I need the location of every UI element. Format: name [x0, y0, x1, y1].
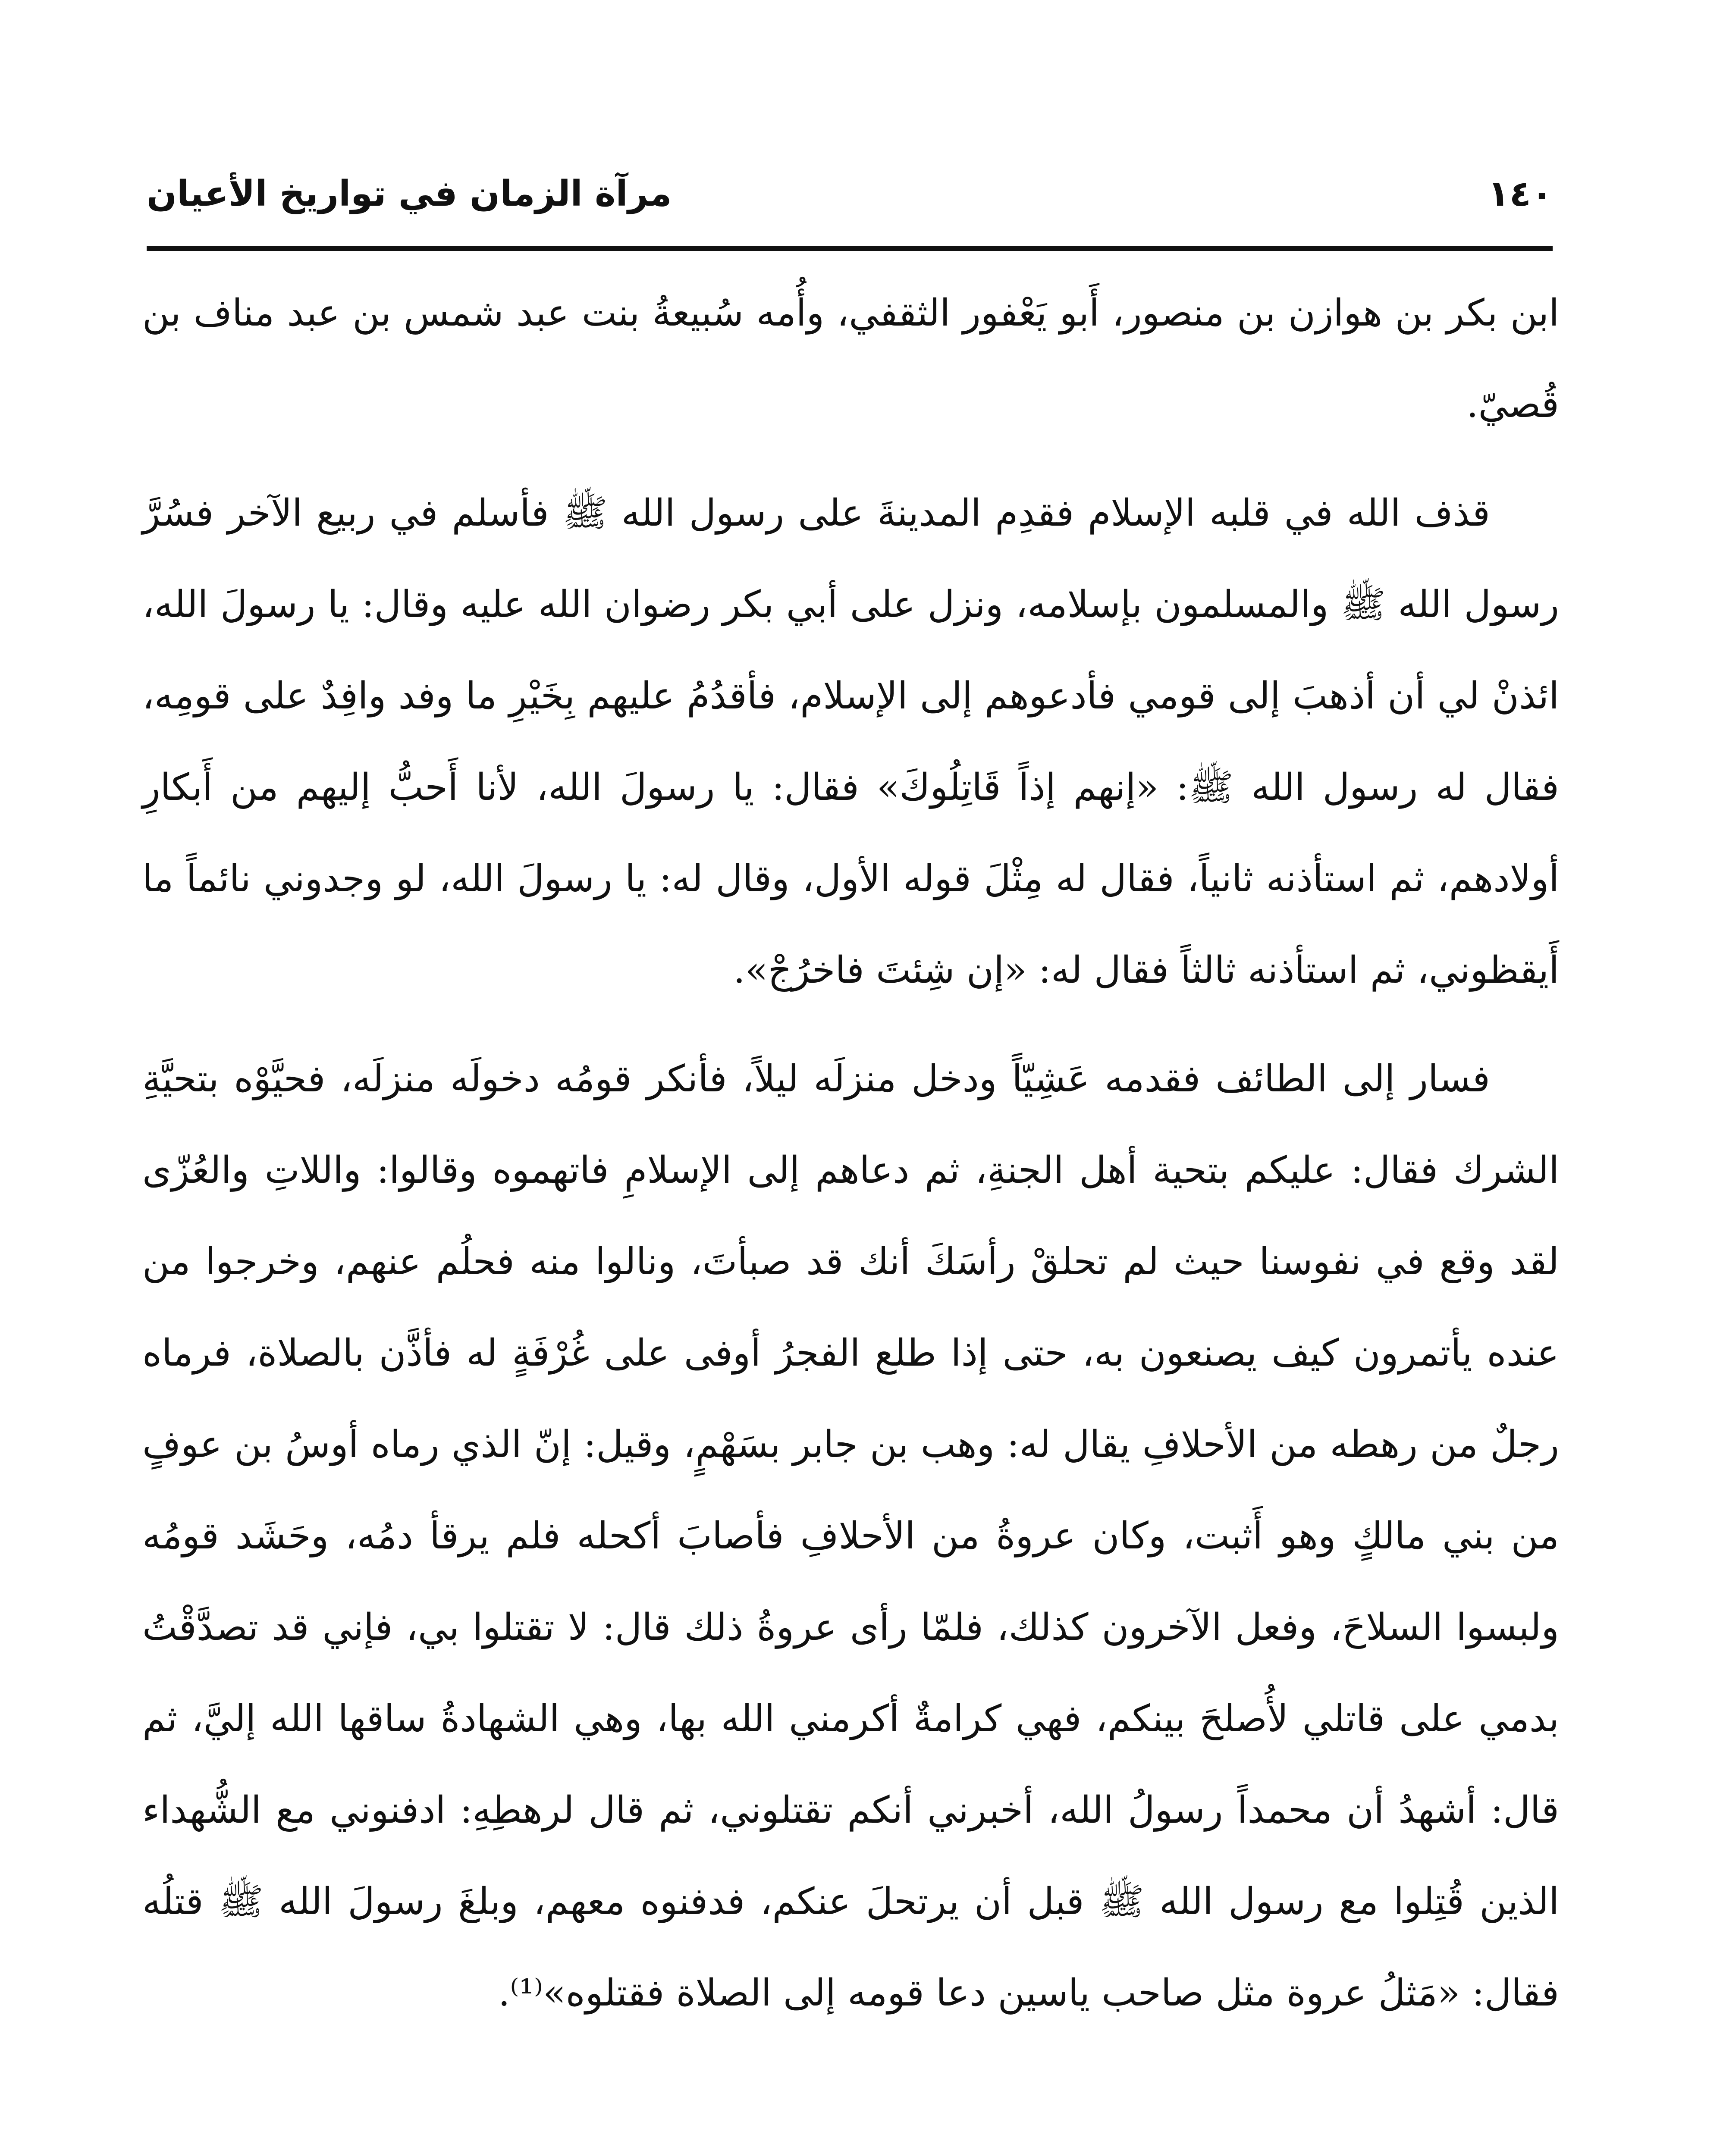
main-text	[142, 267, 1559, 2056]
paragraph: ابن بكر بن هوازن بن منصور، أَبو يَعْفور الثقفي، وأُمه سُبيعةُ بنت عبد شمس بن عبد مناف بن قُصيّ.	[142, 291, 1559, 426]
page-number: ١٤٠	[1488, 173, 1553, 214]
paragraph: فسار إلى الطائف فقدمه عَشِيّاً ودخل منزلَه ليلاً، فأنكر قومُه دخولَه منزلَه، فحيَّوْه بتحيَّةِ الشرك فقال: عليكم بتحية أهل الجنةِ، ثم دعاهم إلى الإسلامِ فاتهموه وقالوا: واللاتِ والعُزّى لقد وقع في نفوسنا حيث لم تحلقْ رأسَكَ أنك قد صبأتَ، ونالوا منه فحلُم عنهم، وخرجوا من عنده يأتمرون كيف يصنعون به، حتى إذا طلع الفجرُ أوفى على غُرْفَةٍ له فأذَّن بالصلاة، فرماه رجلٌ من رهطه من الأحلافِ يقال له: وهب بن جابر بسَهْمٍ، وقيل: إنّ الذي رماه أوسُ بن عوفٍ من بني مالكٍ وهو أَثبت، وكان عروةُ من الأحلافِ فأصابَ أكحله فلم يرقأ دمُه، وحَشَد قومُه ولبسوا السلاحَ، وفعل الآخرون كذلك، فلمّا رأى عروةُ ذلك قال: لا تقتلوا بي، فإني قد تصدَّقْتُ بدمي على قاتلي لأُصلحَ بينكم، فهي كرامةٌ أكرمني الله بها، وهي الشهادةُ ساقها الله إليَّ، ثم قال: أشهدُ أن محمداً رسولُ الله، أخبرني أنكم تقتلوني، ثم قال لرهطِهِ: ادفنوني مع الشُّهداء الذين قُتِلوا مع رسول الله ﷺ قبل أن يرتحلَ عنكم، فدفنوه معهم، وبلغَ رسولَ الله ﷺ قتلُه فقال: «مَثلُ عروة مثل صاحب ياسين دعا قومه إلى الصلاة فقتلوه»⁽¹⁾.	[142, 1057, 1560, 2015]
running-title: مرآة الزمان في تواريخ الأعيان	[147, 173, 672, 214]
paragraph: قذف الله في قلبه الإسلام فقدِم المدينةَ على رسول الله ﷺ فأسلم في ربيع الآخر فسُرَّ رسول الله ﷺ والمسلمون بإسلامه، ونزل على أبي بكر رضوان الله عليه وقال: يا رسولَ الله، ائذنْ لي أن أذهبَ إلى قومي فأدعوهم إلى الإسلام، فأقدُمُ عليهم بِخَيْرِ ما وفد وافِدٌ على قومِه، فقال له رسول الله ﷺ: «إنهم إذاً قَاتِلُوكَ» فقال: يا رسولَ الله، لأنا أَحبُّ إليهم من أَبكارِ أولادهم، ثم استأذنه ثانياً، فقال له مِثْلَ قوله الأول، وقال له: يا رسولَ الله، لو وجدوني نائماً ما أَيقظوني، ثم استأذنه ثالثاً فقال له: «إن شِئتَ فاخرُجْ».	[142, 492, 1559, 992]
page-header	[147, 164, 1553, 224]
header-rule	[147, 246, 1553, 251]
